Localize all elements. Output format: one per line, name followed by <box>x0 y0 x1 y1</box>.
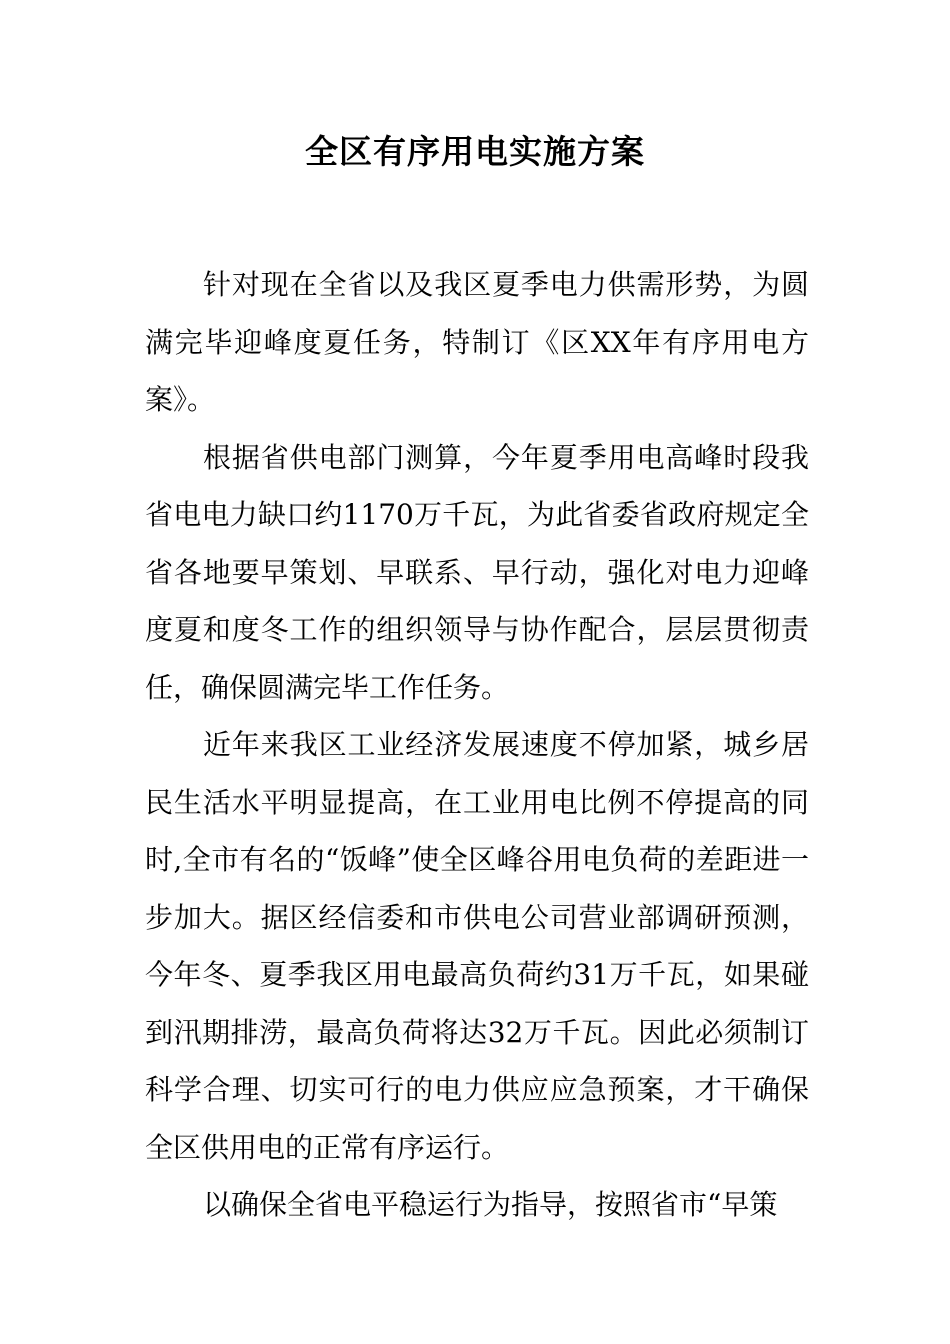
paragraph-intro: 针对现在全省以及我区夏季电力供需形势，为圆满完毕迎峰度夏任务，特制订《区XX年有序用电方案》。 <box>145 268 809 416</box>
paragraph-guidance: 以确保全省电平稳运行为指导，按照省市“早策 <box>203 1188 778 1221</box>
paragraph-power-gap: 根据省供电部门测算，今年夏季用电高峰时段我省电电力缺口约1170万千瓦，为此省委省政府规定全省各地要早策划、早联系、早行动，强化对电力迎峰度夏和度冬工作的组织领导与协作配合，层层贯彻责任，确保圆满完毕工作任务。 <box>145 440 809 704</box>
document-body <box>145 256 809 1234</box>
paragraph-load-forecast: 近年来我区工业经济发展速度不停加紧，城乡居民生活水平明显提高，在工业用电比例不停提高的同时,全市有名的“饭峰”使全区峰谷用电负荷的差距进一步加大。据区经信委和市供电公司营业部调研预测，今年冬、夏季我区用电最高负荷约31万千瓦，如果碰到汛期排涝，最高负荷将达32万千瓦。因此必须制订科学合理、切实可行的电力供应应急预案，才干确保全区供用电的正常有序运行。 <box>145 728 809 1164</box>
document-title: 全区有序用电实施方案 <box>305 132 645 171</box>
